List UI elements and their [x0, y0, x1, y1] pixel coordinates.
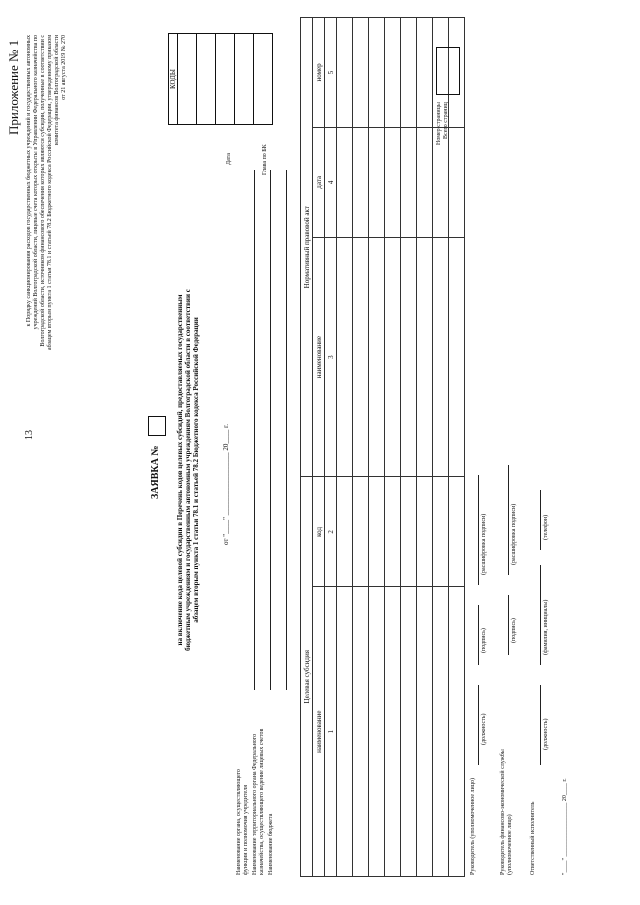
executor-label: Ответственный исполнитель	[530, 801, 536, 875]
caption: (расшифровка подписи)	[481, 513, 487, 575]
caption: (подпись)	[511, 618, 517, 643]
total-pages-label: Всего страниц	[443, 102, 449, 139]
caption: (должность)	[543, 718, 549, 750]
field-labels: Наименование органа, осуществляющего функции и полномочия учредителя Наименование территориального органа Федерального казначейства, осуществляющего ведение лицевых счетов Наименование бюджета	[236, 728, 274, 875]
appendix-text: к Порядку санкционирования расходов государственных бюджетных учреждений и государственных автономных учреждений Волгоградской области, лицевые счета которых открыты в Управлении Федерального казначейства по Волгоградской области, источником финансового обеспечения которых являются субсидии, полученные в соответствии с абзацем вторым пункта 1 статьи 78.1 и статьей 78.2 Бюджетного кодекса Российской Федерации, утвержденному приказом комитета финансов Волгоградской области от 21 августа 2019 № 270	[26, 35, 67, 351]
caption: (подпись)	[481, 628, 487, 653]
column-number: 4	[325, 127, 337, 237]
head-signature-line[interactable]	[478, 605, 479, 665]
caption: (фамилия, инициалы)	[543, 599, 549, 655]
page-count-box[interactable]	[436, 47, 460, 95]
table-row	[353, 18, 369, 877]
group-header-act: Нормативный правовой акт	[301, 18, 313, 477]
request-number-box[interactable]	[148, 416, 166, 436]
codes-cell[interactable]	[178, 34, 197, 125]
head-position-line[interactable]	[478, 685, 479, 765]
founder-field-line[interactable]	[254, 170, 255, 690]
column-header: номер	[313, 18, 325, 128]
codes-cell[interactable]	[197, 34, 216, 125]
date-label: Дата	[226, 153, 232, 165]
fin-signature-line[interactable]	[508, 595, 509, 655]
treasury-field-line[interactable]	[270, 170, 271, 690]
codes-cell[interactable]	[254, 34, 273, 125]
subsidy-table	[300, 17, 465, 877]
column-number: 2	[325, 477, 337, 587]
form-subtitle: на включение кода целевой субсидии в Перечень кодов целевых субсидий, предоставляемых государственным бюджетным учреждениям и государственным автономным учреждениям Волгоградской области в соответствии с абзацем вторым пункта 1 статьи 78.1 и статьей 78.2 Бюджетного кодекса Российской Федерации	[176, 289, 200, 651]
table-row	[433, 18, 449, 877]
column-number: 3	[325, 237, 337, 477]
column-number: 1	[325, 587, 337, 877]
head-signature-label: Руководитель (уполномоченное лицо)	[470, 778, 476, 875]
codes-header: КОДЫ	[169, 34, 178, 125]
appendix-title: Приложение № 1	[6, 39, 21, 135]
budget-field-line[interactable]	[286, 170, 287, 690]
signature-date-line: "____" __________________ 20____ г.	[562, 778, 568, 875]
executor-position-line[interactable]	[540, 685, 541, 765]
form-date-line: от "____" __________________ 20____ г.	[222, 423, 230, 545]
codes-table	[168, 33, 273, 125]
page-number: 13	[24, 430, 35, 440]
fin-name-line[interactable]	[508, 465, 509, 575]
page-number-label: Номер страницы	[436, 102, 442, 145]
table-row	[449, 18, 465, 877]
caption: (телефон)	[543, 514, 549, 540]
head-name-line[interactable]	[478, 475, 479, 585]
column-header: код	[313, 477, 325, 587]
column-header: дата	[313, 127, 325, 237]
page-info-labels	[436, 102, 450, 145]
executor-phone-line[interactable]	[540, 490, 541, 550]
caption: (должность)	[481, 713, 487, 745]
table-row	[337, 18, 353, 877]
fin-head-label: Руководитель финансово-экономической службы (уполномоченное лицо)	[500, 749, 513, 875]
form-title: ЗАЯВКА №	[150, 445, 161, 499]
glava-label: Глава по БК	[262, 144, 268, 175]
column-header: наименование	[313, 587, 325, 877]
table-row	[369, 18, 385, 877]
codes-cell[interactable]	[235, 34, 254, 125]
column-number: 5	[325, 18, 337, 128]
table-row	[417, 18, 433, 877]
column-header: наименование	[313, 237, 325, 477]
caption: (расшифровка подписи)	[511, 503, 517, 565]
group-header-subsidy: Целевая субсидия	[301, 477, 313, 877]
table-row	[385, 18, 401, 877]
executor-name-line[interactable]	[540, 565, 541, 665]
codes-cell[interactable]	[216, 34, 235, 125]
table-row	[401, 18, 417, 877]
